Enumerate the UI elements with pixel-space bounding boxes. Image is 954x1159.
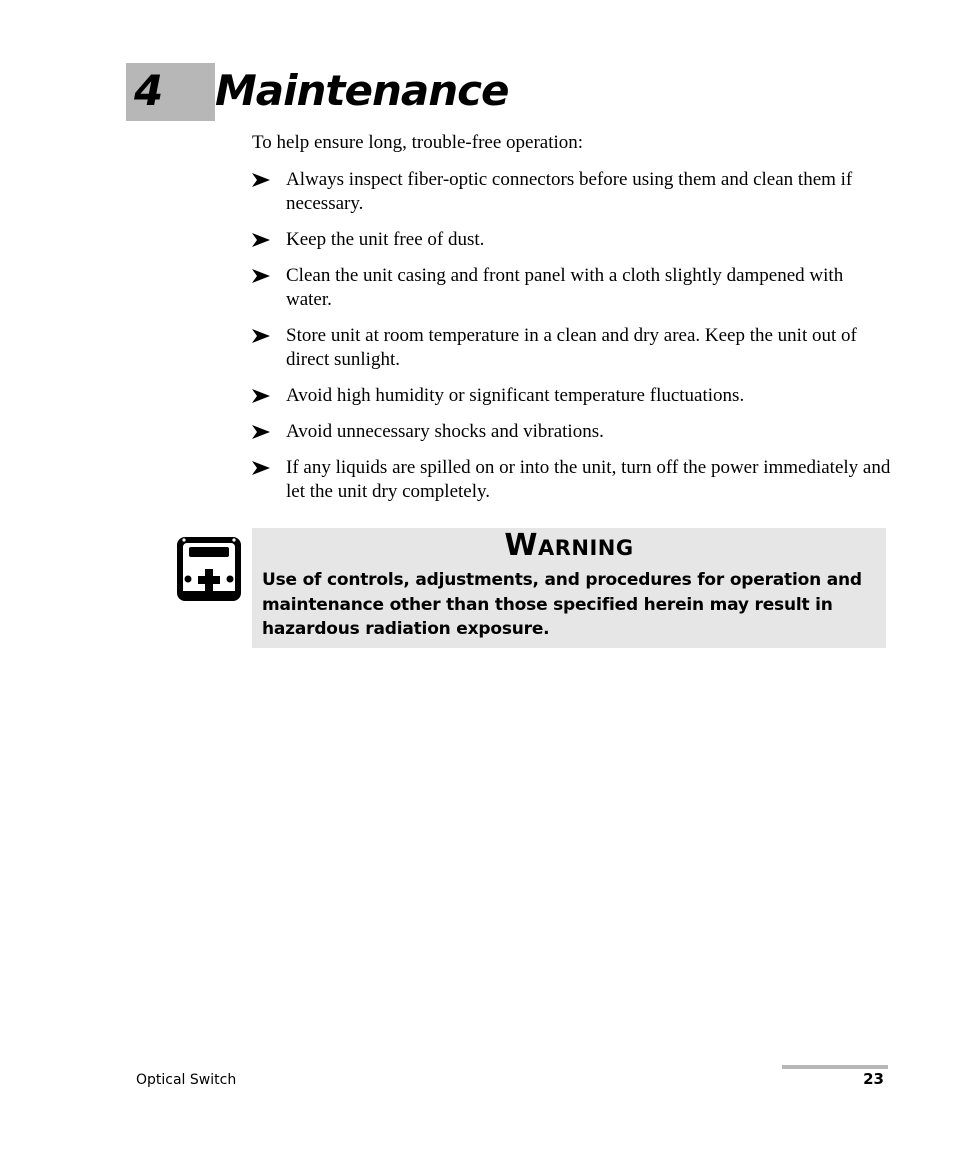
footer-page-number: 23 — [863, 1070, 884, 1088]
warning-title: Warning — [504, 528, 634, 563]
bullet-text: Store unit at room temperature in a clean and dry area. Keep the unit out of direct sunlight. — [286, 325, 857, 370]
ambulance-warning-icon — [175, 535, 243, 603]
bullet-text: If any liquids are spilled on or into the unit, turn off the power immediately and let the unit dry completely. — [286, 457, 891, 502]
list-item — [252, 324, 892, 372]
list-item — [252, 456, 892, 504]
arrowhead-bullet-icon — [252, 329, 270, 343]
bullet-text: Avoid unnecessary shocks and vibrations. — [286, 421, 604, 442]
arrowhead-bullet-icon — [252, 389, 270, 403]
bullet-text: Keep the unit free of dust. — [286, 229, 485, 250]
warning-text: Use of controls, adjustments, and procedures for operation and maintenance other than those specified herein may result in hazardous radiation exposure. — [262, 570, 862, 639]
list-item — [252, 384, 892, 408]
bullet-text: Clean the unit casing and front panel with a cloth slightly dampened with water. — [286, 265, 844, 310]
intro-text: To help ensure long, trouble-free operation: — [252, 132, 584, 153]
list-item — [252, 420, 892, 444]
warning-callout — [252, 528, 886, 648]
arrowhead-bullet-icon — [252, 269, 270, 283]
footer-product-name: Optical Switch — [136, 1072, 237, 1088]
arrowhead-bullet-icon — [252, 461, 270, 475]
list-item — [252, 264, 892, 312]
arrowhead-bullet-icon — [252, 173, 270, 187]
list-item — [252, 168, 892, 216]
chapter-number: 4 — [134, 66, 164, 115]
bullet-text: Avoid high humidity or significant temperature fluctuations. — [286, 385, 745, 406]
footer-rule — [782, 1065, 888, 1069]
bullet-text: Always inspect fiber-optic connectors before using them and clean them if necessary. — [286, 169, 853, 214]
arrowhead-bullet-icon — [252, 233, 270, 247]
list-item — [252, 228, 892, 252]
arrowhead-bullet-icon — [252, 425, 270, 439]
chapter-title: Maintenance — [215, 66, 509, 115]
maintenance-bullet-list — [252, 168, 892, 516]
